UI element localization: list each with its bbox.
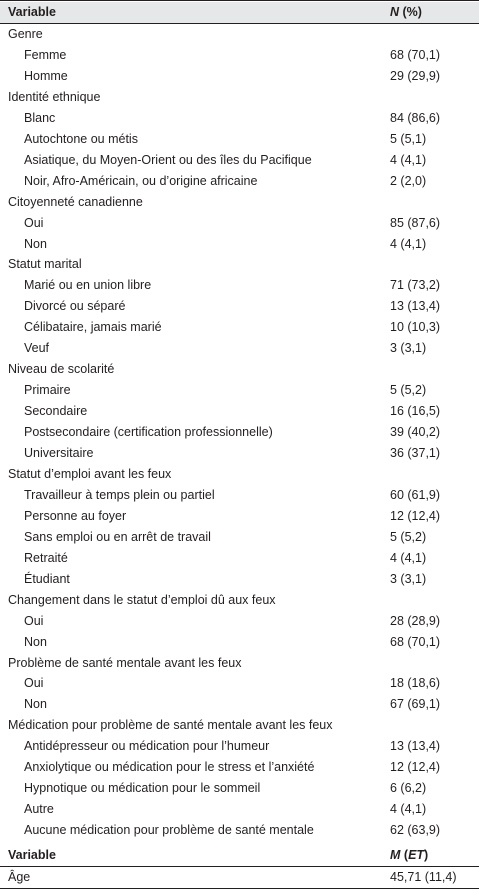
row-value: 29 (29,9) — [390, 68, 441, 83]
table-row — [0, 150, 479, 171]
row-value: 10 (10,3) — [390, 320, 441, 335]
table-row — [0, 338, 479, 359]
row-label: Aucune médication pour problème de santé mentale — [24, 823, 314, 838]
row-value: 12 (12,4) — [390, 760, 441, 775]
row-label: Primaire — [24, 383, 71, 398]
table-row — [0, 422, 479, 443]
row-value: 68 (70,1) — [390, 634, 441, 649]
category-row — [0, 590, 479, 611]
table-row — [0, 694, 479, 715]
row-value: 62 (63,9) — [390, 823, 441, 838]
category-row — [0, 359, 479, 380]
category-label: Citoyenneté canadienne — [8, 194, 143, 209]
row-value: 13 (13,4) — [390, 299, 441, 314]
row-value: 84 (86,6) — [390, 110, 441, 125]
table-row — [0, 527, 479, 548]
table-row — [0, 757, 479, 778]
subheader-paren-close: ) — [424, 848, 429, 862]
table-row — [0, 673, 479, 694]
row-value: 12 (12,4) — [390, 508, 441, 523]
table-subheader-row — [0, 845, 479, 866]
row-label: Veuf — [24, 341, 50, 356]
table-row — [0, 443, 479, 464]
table-row — [0, 506, 479, 527]
header-n-symbol: N — [390, 5, 400, 19]
table-row — [0, 611, 479, 632]
category-label: Médication pour problème de santé mentale avant les feux — [8, 718, 333, 733]
table-row — [0, 548, 479, 569]
row-value: 3 (3,1) — [390, 571, 427, 586]
row-label: Oui — [24, 613, 44, 628]
row-value: 36 (37,1) — [390, 446, 441, 460]
category-label: Identité ethnique — [8, 89, 101, 104]
row-label: Autre — [24, 802, 54, 817]
table-row — [0, 275, 479, 296]
row-label: Homme — [24, 68, 68, 83]
table-row — [0, 234, 479, 255]
category-row — [0, 653, 479, 674]
table-row — [0, 569, 479, 590]
row-value: 6 (6,2) — [390, 781, 427, 796]
table-row — [0, 171, 479, 192]
category-label: Statut marital — [8, 257, 82, 272]
row-value: 5 (5,2) — [390, 529, 427, 544]
age-value: 45,71 (11,4) — [390, 870, 457, 884]
row-label: Asiatique, du Moyen-Orient ou des îles du Pacifique — [24, 152, 312, 167]
row-label: Marié ou en union libre — [24, 278, 152, 293]
row-value: 13 (13,4) — [390, 739, 441, 754]
row-value: 71 (73,2) — [390, 278, 441, 293]
table-bottom-rule — [0, 888, 479, 889]
row-label: Autochtone ou métis — [24, 131, 138, 146]
subheader-variable: Variable — [8, 848, 56, 862]
table-top-rule — [0, 0, 479, 1]
row-label: Personne au foyer — [24, 508, 127, 523]
row-value: 5 (5,1) — [390, 131, 427, 146]
row-label: Oui — [24, 676, 44, 691]
table-row — [0, 778, 479, 799]
category-label: Problème de santé mentale avant les feux — [8, 655, 242, 670]
table-row — [0, 317, 479, 338]
table-row-age — [0, 867, 479, 888]
subheader-mean-sd — [390, 845, 428, 866]
row-value: 68 (70,1) — [390, 48, 441, 62]
header-percent-suffix: (%) — [399, 5, 422, 19]
table-row — [0, 820, 479, 841]
row-value: 28 (28,9) — [390, 613, 441, 628]
row-value: 85 (87,6) — [390, 215, 441, 230]
category-row — [0, 87, 479, 108]
table-row — [0, 213, 479, 234]
category-row — [0, 715, 479, 736]
row-label: Postsecondaire (certification professionnelle) — [24, 425, 273, 440]
header-variable: Variable — [8, 5, 56, 19]
row-label: Sans emploi ou en arrêt de travail — [24, 529, 211, 544]
row-label: Universitaire — [24, 446, 94, 460]
row-label: Étudiant — [24, 571, 70, 586]
table-header-row — [0, 2, 479, 23]
category-row — [0, 254, 479, 275]
row-value: 60 (61,9) — [390, 487, 441, 502]
table-row — [0, 736, 479, 757]
row-label: Travailleur à temps plein ou partiel — [24, 487, 215, 502]
row-value: 4 (4,1) — [390, 550, 427, 565]
table-row — [0, 45, 479, 66]
row-label: Célibataire, jamais marié — [24, 320, 162, 335]
row-label: Antidépresseur ou médication pour l’humeur — [24, 739, 270, 754]
age-label: Âge — [8, 870, 31, 884]
row-label: Non — [24, 697, 47, 712]
subheader-m-symbol: M — [390, 848, 401, 862]
row-value: 16 (16,5) — [390, 404, 441, 419]
table-row — [0, 129, 479, 150]
table-row — [0, 66, 479, 87]
row-label: Hypnotique ou médication pour le sommeil — [24, 781, 261, 796]
category-label: Genre — [8, 27, 43, 41]
category-label: Statut d’emploi avant les feux — [8, 466, 172, 481]
row-label: Oui — [24, 215, 44, 230]
category-label: Changement dans le statut d’emploi dû aux feux — [8, 592, 276, 607]
row-label: Secondaire — [24, 404, 88, 419]
table-row — [0, 380, 479, 401]
subheader-paren-open: ( — [400, 848, 409, 862]
row-value: 4 (4,1) — [390, 802, 427, 817]
table-row — [0, 799, 479, 820]
row-value: 4 (4,1) — [390, 152, 427, 167]
header-n-percent — [390, 2, 422, 23]
row-label: Non — [24, 634, 47, 649]
row-value: 3 (3,1) — [390, 341, 427, 356]
row-label: Noir, Afro-Américain, ou d’origine africaine — [24, 173, 258, 188]
table-row — [0, 632, 479, 653]
table-row — [0, 485, 479, 506]
row-value: 67 (69,1) — [390, 697, 441, 712]
table-row — [0, 108, 479, 129]
row-label: Blanc — [24, 110, 56, 125]
category-label: Niveau de scolarité — [8, 362, 115, 377]
category-row — [0, 24, 479, 45]
table-row — [0, 401, 479, 422]
category-row — [0, 464, 479, 485]
row-value: 4 (4,1) — [390, 236, 427, 251]
subheader-et-symbol: ET — [408, 848, 425, 862]
row-label: Retraité — [24, 550, 68, 565]
row-label: Anxiolytique ou médication pour le stress et l’anxiété — [24, 760, 315, 775]
row-value: 18 (18,6) — [390, 676, 441, 691]
row-label: Divorcé ou séparé — [24, 299, 126, 314]
row-value: 39 (40,2) — [390, 425, 441, 440]
table-row — [0, 296, 479, 317]
category-row — [0, 192, 479, 213]
row-value: 2 (2,0) — [390, 173, 427, 188]
row-label: Femme — [24, 48, 67, 62]
row-label: Non — [24, 236, 47, 251]
row-value: 5 (5,2) — [390, 383, 427, 398]
